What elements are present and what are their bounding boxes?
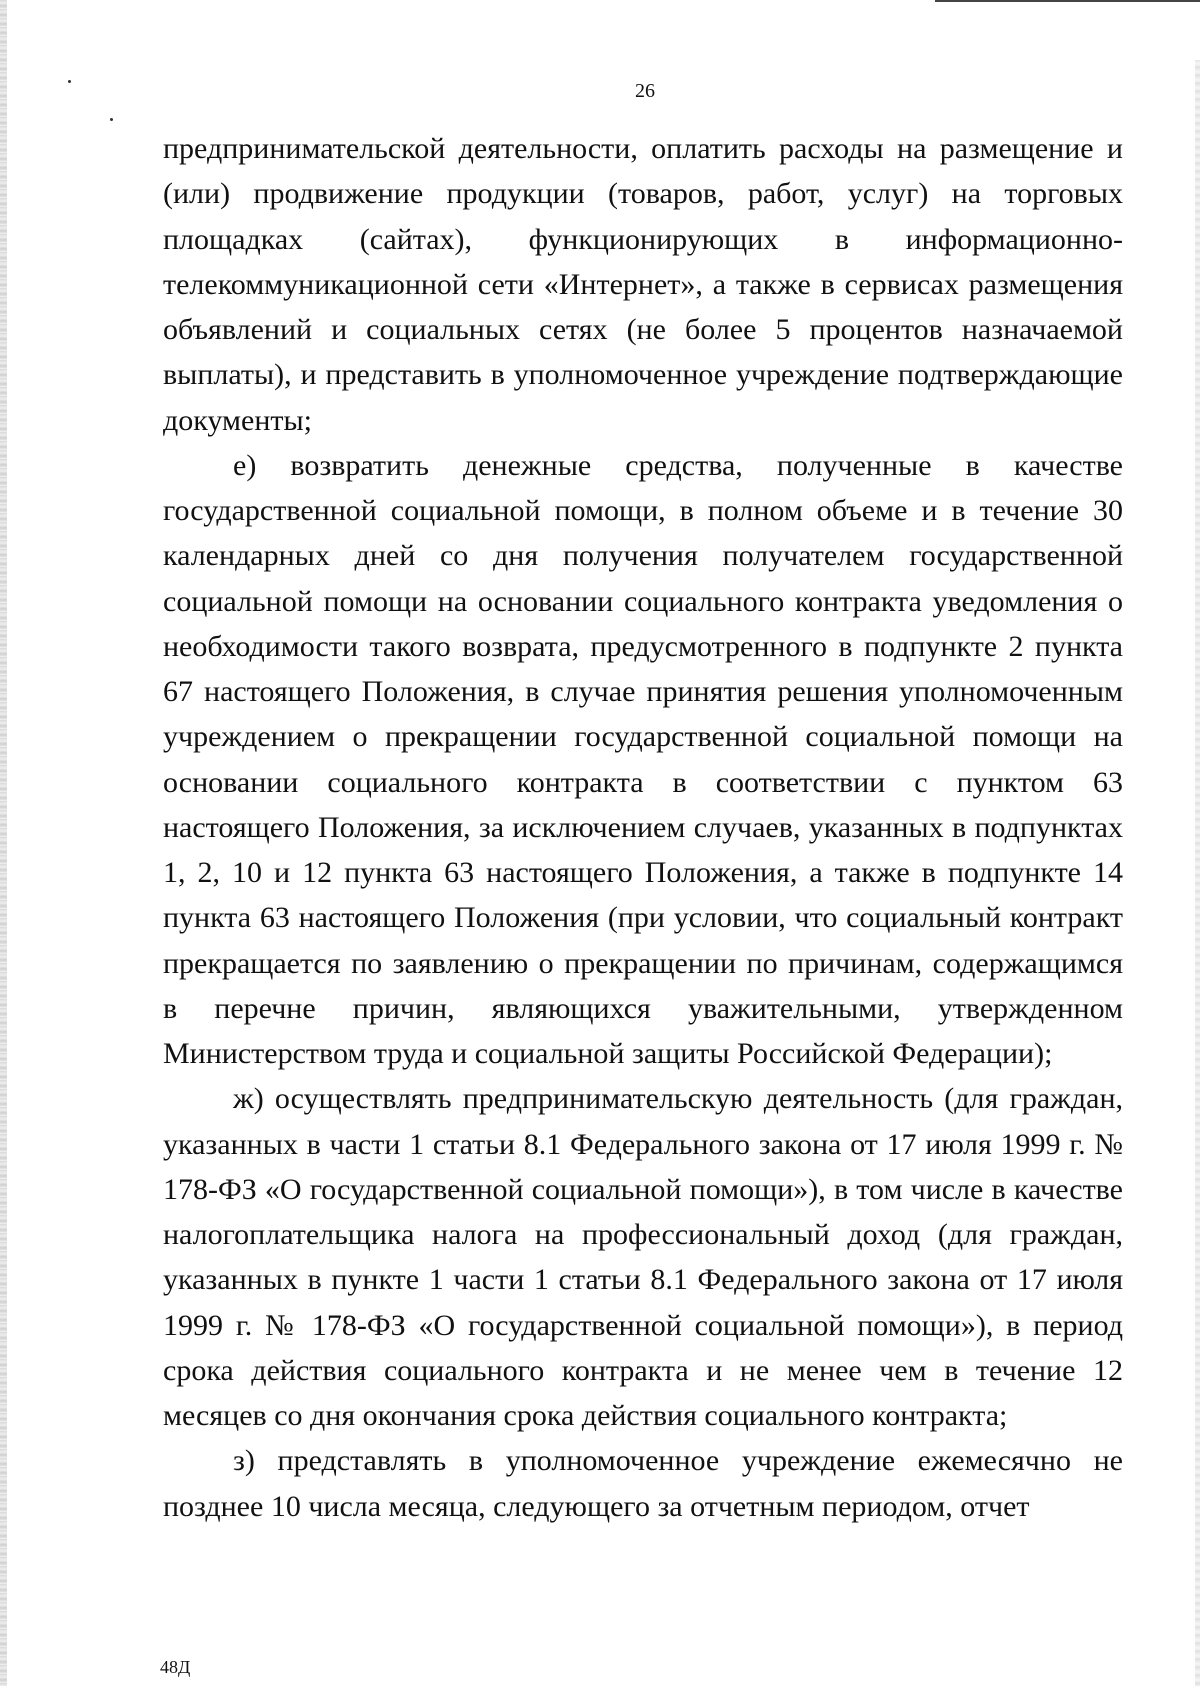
paragraph-item-z: з) представлять в уполномоченное учреждение ежемесячно не позднее 10 числа месяца, следующего за отчетным периодом, отчет xyxy=(163,1444,1123,1523)
paragraph-item-e: е) возвратить денежные средства, полученные в качестве государственной социальной помощи, в полном объеме и в течение 30 календарных дней со дня получения получателем государственной социальной помощи на основании социального контракта уведомления о необходимости такого возврата, предусмотренного в подпункте 2 пункта 67 настоящего Положения, в случае принятия решения уполномоченным учреждением о прекращении государственной социальной помощи на основании социального контракта в соответствии с пунктом 63 настоящего Положения, за исключением случаев, указанных в подпунктах 1, 2, 10 и 12 пункта 63 настоящего Положения, а также в подпункте 14 пункта 63 настоящего Положения (при условии, что социальный контракт прекращается по заявлению о прекращении по причинам, содержащимся в перечне причин, являющихся уважительными, утвержденном Министерством труда и социальной защиты Российской Федерации); xyxy=(163,448,1123,1070)
top-rule xyxy=(935,0,1200,2)
page-number: 26 xyxy=(635,80,655,102)
document-body xyxy=(163,126,1123,1529)
footer-code: 48Д xyxy=(160,1657,191,1677)
scan-edge-left xyxy=(0,0,7,1686)
paragraph-item-zh: ж) осуществлять предпринимательскую деятельность (для граждан, указанных в части 1 статьи 8.1 Федерального закона от 17 июля 1999 г. № 178-ФЗ «О государственной социальной помощи»), в том числе в качестве налогоплательщика налога на профессиональный доход (для граждан, указанных в пункте 1 части 1 статьи 8.1 Федерального закона от 17 июля 1999 г. № 178-ФЗ «О государственной социальной помощи»), в период срока действия социального контракта и не менее чем в течение 12 месяцев со дня окончания срока действия социального контракта; xyxy=(163,1082,1123,1432)
paragraph-continuation: предпринимательской деятельности, оплатить расходы на размещение и (или) продвижение продукции (товаров, работ, услуг) на торговых площадках (сайтах), функционирующих в информационно-телекоммуникационной сети «Интернет», а также в сервисах размещения объявлений и социальных сетях (не более 5 процентов назначаемой выплаты), и представить в уполномоченное учреждение подтверждающие документы; xyxy=(163,132,1123,437)
scan-edge-right xyxy=(1195,60,1200,1686)
scan-dot xyxy=(110,118,113,121)
